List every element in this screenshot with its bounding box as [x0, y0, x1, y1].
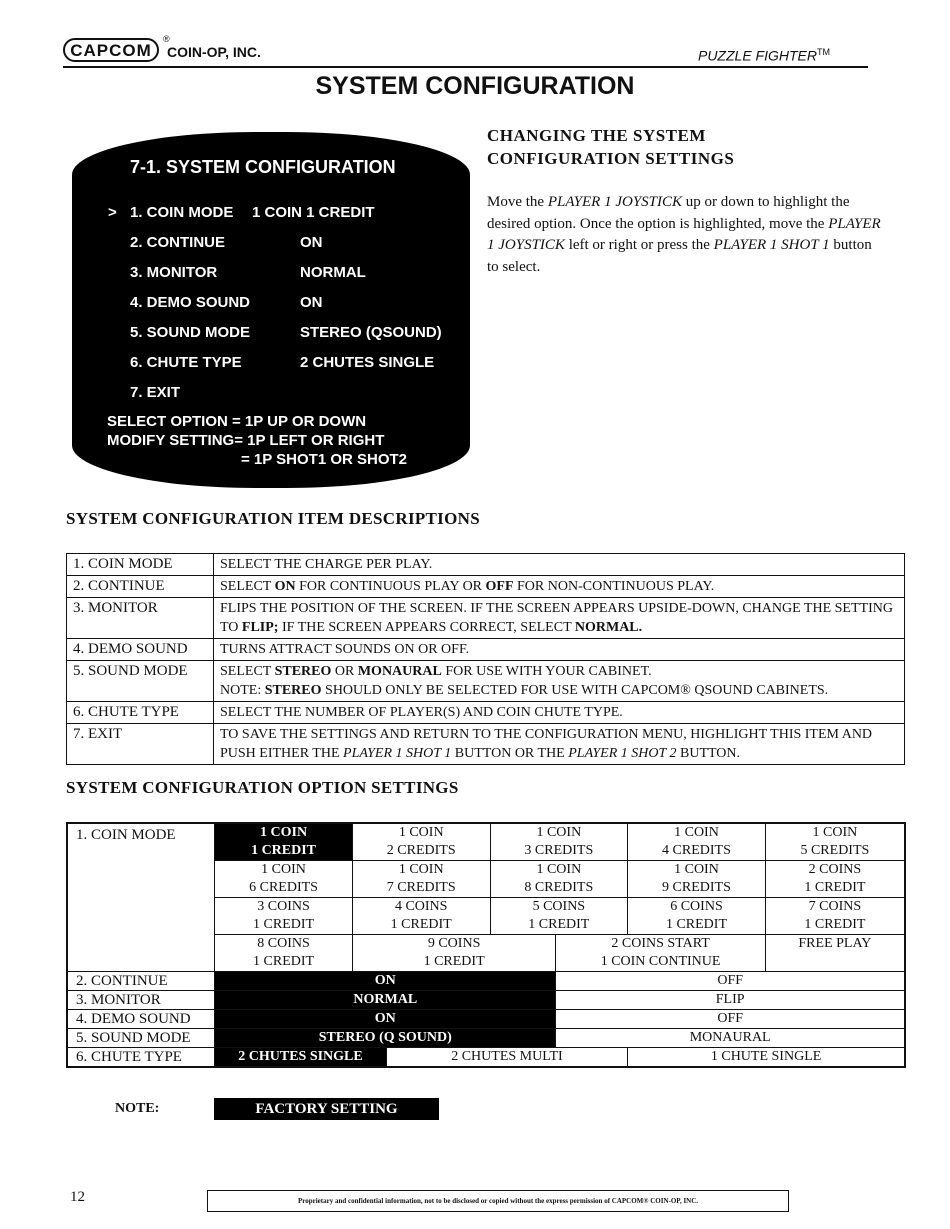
- option-cell: [215, 861, 353, 898]
- text-run: BUTTON OR THE: [451, 746, 569, 761]
- text-run: FOR CONTINUOUS PLAY OR: [295, 579, 486, 594]
- options-table: [66, 822, 906, 1068]
- row-label: 7. EXIT: [67, 724, 214, 765]
- cell-line: 1 COIN CONTINUE: [600, 954, 721, 969]
- cell-line: 7 COINS: [808, 899, 862, 914]
- table-row: [67, 1029, 905, 1048]
- changing-heading-line1: CHANGING THE SYSTEM: [487, 126, 706, 145]
- cell-line: 1 CREDIT: [804, 880, 866, 895]
- option-cell: OFF: [556, 1010, 905, 1029]
- menu-item-label: 4. DEMO SOUND: [130, 294, 251, 311]
- menu-item-label: 7. EXIT: [130, 384, 181, 401]
- option-label: 1. COIN MODE: [67, 823, 215, 972]
- screen-help: [107, 412, 407, 469]
- option-cell: [628, 861, 766, 898]
- cell-line: 3 CREDITS: [524, 843, 594, 858]
- option-cell: [556, 935, 765, 972]
- option-cell-factory: ON: [215, 972, 556, 991]
- text-run-italic: PLAYER 1 SHOT 1: [343, 746, 452, 761]
- descriptions-heading: SYSTEM CONFIGURATION ITEM DESCRIPTIONS: [66, 509, 480, 528]
- text-run: button to select.: [487, 237, 872, 275]
- row-label: 3. MONITOR: [67, 598, 214, 639]
- text-run-bold: NORMAL.: [574, 620, 643, 635]
- option-cell: [352, 861, 490, 898]
- text-run: TO SAVE THE SETTINGS AND RETURN TO THE CONFIGURATION MENU, HIGHLIGHT THIS ITEM AND PUSH EITHER THE: [220, 727, 873, 761]
- text-run: NOTE:: [220, 683, 265, 698]
- factory-setting-legend: FACTORY SETTING: [214, 1098, 439, 1120]
- option-cell: [490, 898, 628, 935]
- capcom-logo: CAPCOM: [63, 38, 159, 62]
- cell-line: 3 COINS: [257, 899, 310, 914]
- option-cell: [215, 898, 353, 935]
- page-number: 12: [70, 1189, 85, 1205]
- text-run-bold: STEREO: [264, 683, 322, 698]
- cell-line: 8 CREDITS: [524, 880, 594, 895]
- company-name: COIN-OP, INC.: [167, 44, 261, 60]
- table-row: [67, 1048, 905, 1068]
- cell-line: 1 COIN: [812, 825, 858, 840]
- cell-line: 1 CREDIT: [423, 954, 485, 969]
- text-run: IF THE SCREEN APPEARS CORRECT, SELECT: [278, 620, 575, 635]
- table-row: [67, 576, 905, 598]
- menu-item-value: ON: [300, 294, 323, 311]
- menu-item-label: 6. CHUTE TYPE: [130, 354, 242, 371]
- registered-mark: ®: [163, 34, 170, 44]
- cell-line: 1 CREDIT: [804, 917, 866, 932]
- cell-line: 1 CREDIT: [528, 917, 590, 932]
- text-run: SELECT: [220, 579, 275, 594]
- option-label: 3. MONITOR: [67, 991, 215, 1010]
- table-row: [67, 661, 905, 702]
- cell-line: 1 COIN: [260, 825, 308, 840]
- row-label: 6. CHUTE TYPE: [67, 702, 214, 724]
- option-cell: [215, 935, 353, 972]
- table-row: [67, 823, 905, 861]
- cell-line: 1 CREDIT: [253, 954, 315, 969]
- changing-instructions: [487, 192, 882, 278]
- cell-line: 5 CREDITS: [800, 843, 870, 858]
- option-cell: OFF: [556, 972, 905, 991]
- row-description: [214, 661, 905, 702]
- cell-line: 1 COIN: [536, 825, 582, 840]
- option-cell-factory: [215, 823, 353, 861]
- descriptions-table: [66, 553, 905, 765]
- system-config-screen: [72, 132, 470, 488]
- row-label: 4. DEMO SOUND: [67, 639, 214, 661]
- cell-line: 1 COIN: [398, 862, 444, 877]
- text-run: FOR USE WITH YOUR CABINET.: [441, 664, 652, 679]
- text-run-bold: OFF: [485, 579, 514, 594]
- option-label: 4. DEMO SOUND: [67, 1010, 215, 1029]
- row-description: SELECT THE CHARGE PER PLAY.: [214, 554, 905, 576]
- cell-line: 4 COINS: [394, 899, 448, 914]
- option-cell-factory: ON: [215, 1010, 556, 1029]
- text-run: BUTTON.: [676, 746, 741, 761]
- table-row: [67, 1010, 905, 1029]
- option-cell: [765, 935, 905, 972]
- option-cell: [765, 861, 905, 898]
- help-line-modify: MODIFY SETTING= 1P LEFT OR RIGHT: [107, 432, 385, 449]
- row-label: 2. CONTINUE: [67, 576, 214, 598]
- text-run: FLIPS THE POSITION OF THE SCREEN. IF THE SCREEN APPEARS UPSIDE-DOWN, CHANGE THE SETTING TO: [220, 601, 893, 635]
- cell-line: 9 CREDITS: [662, 880, 731, 895]
- text-run-italic: PLAYER 1 SHOT 2: [568, 746, 677, 761]
- text-run-italic: PLAYER 1 JOYSTICK: [547, 194, 683, 210]
- cell-line: 2 COINS: [808, 862, 862, 877]
- cell-line: 1 COIN: [536, 862, 582, 877]
- row-description: TURNS ATTRACT SOUNDS ON OR OFF.: [214, 639, 905, 661]
- table-row: [67, 724, 905, 765]
- text-run: FOR NON-CONTINUOUS PLAY.: [513, 579, 715, 594]
- text-run-italic: PLAYER 1 SHOT 1: [713, 237, 830, 253]
- option-label: 2. CONTINUE: [67, 972, 215, 991]
- cell-line: 1 COIN: [674, 862, 719, 877]
- table-row: [67, 702, 905, 724]
- text-run-bold: MONAURAL: [357, 664, 442, 679]
- page-title: SYSTEM CONFIGURATION: [315, 72, 635, 100]
- text-run: Move the: [487, 194, 548, 210]
- options-heading: SYSTEM CONFIGURATION OPTION SETTINGS: [66, 778, 459, 797]
- menu-item-label: 1. COIN MODE: [130, 204, 234, 221]
- text-run: OR: [331, 664, 358, 679]
- sound-mode-line1: [220, 662, 898, 681]
- row-description: [214, 576, 905, 598]
- option-cell-factory: 2 CHUTES SINGLE: [215, 1048, 387, 1068]
- cell-line: 5 COINS: [532, 899, 586, 914]
- cell-line: 2 CREDITS: [386, 843, 456, 858]
- option-cell-factory: STEREO (Q SOUND): [215, 1029, 556, 1048]
- cursor-icon: >: [108, 204, 117, 221]
- page-header: [63, 36, 868, 68]
- menu-item-value: STEREO (QSOUND): [300, 324, 442, 341]
- cell-line: FREE PLAY: [798, 936, 872, 951]
- option-cell: [765, 898, 905, 935]
- cell-line: 2 COINS START: [611, 936, 710, 951]
- menu-item-value: 2 CHUTES SINGLE: [300, 354, 435, 371]
- row-description: [214, 598, 905, 639]
- option-cell: [490, 861, 628, 898]
- text-run-italic: PLAYER 1 JOYSTICK: [487, 215, 881, 253]
- cell-line: 1 CREDIT: [251, 843, 317, 858]
- cell-line: 4 CREDITS: [662, 843, 731, 858]
- row-description: SELECT THE NUMBER OF PLAYER(S) AND COIN CHUTE TYPE.: [214, 702, 905, 724]
- note-label: NOTE:: [115, 1101, 160, 1116]
- screen-title: 7-1. SYSTEM CONFIGURATION: [130, 157, 396, 177]
- text-run-bold: FLIP;: [241, 620, 279, 635]
- option-cell: [628, 823, 766, 861]
- option-cell: [352, 935, 555, 972]
- menu-item-label: 2. CONTINUE: [130, 234, 226, 251]
- help-line-shot: = 1P SHOT1 OR SHOT2: [241, 451, 408, 468]
- cell-line: 1 COIN: [674, 825, 719, 840]
- cell-line: 1 COIN: [261, 862, 306, 877]
- menu-item-label: 5. SOUND MODE: [130, 324, 251, 341]
- confidentiality-notice: Proprietary and confidential information, not to be disclosed or copied without the express permission of CAPCOM® COIN-OP, INC.: [207, 1190, 789, 1212]
- cell-line: 1 CREDIT: [390, 917, 452, 932]
- table-row: [67, 639, 905, 661]
- text-run: left or right or press the: [564, 237, 714, 253]
- menu-item-value: ON: [300, 234, 323, 251]
- text-run-bold: STEREO: [274, 664, 332, 679]
- text-run: SELECT: [220, 664, 275, 679]
- table-row: [67, 972, 905, 991]
- option-cell: [352, 898, 490, 935]
- game-title-text: PUZZLE FIGHTER: [697, 47, 817, 64]
- option-cell: [628, 898, 766, 935]
- cell-line: 1 CREDIT: [253, 917, 315, 932]
- help-line-select: SELECT OPTION = 1P UP OR DOWN: [107, 413, 367, 430]
- menu-item-label: 3. MONITOR: [130, 264, 218, 281]
- sound-mode-note: [220, 681, 898, 700]
- option-cell: [490, 823, 628, 861]
- cell-line: 6 COINS: [670, 899, 723, 914]
- changing-heading-line2: CONFIGURATION SETTINGS: [487, 149, 735, 168]
- table-row: [67, 991, 905, 1010]
- menu-item-value: NORMAL: [300, 264, 366, 281]
- game-title: [698, 47, 830, 64]
- cell-line: 7 CREDITS: [386, 880, 456, 895]
- menu-item-value: 1 COIN 1 CREDIT: [252, 204, 375, 221]
- option-label: 6. CHUTE TYPE: [67, 1048, 215, 1068]
- row-description: [214, 724, 905, 765]
- option-cell: [765, 823, 905, 861]
- table-row: [67, 598, 905, 639]
- option-label: 5. SOUND MODE: [67, 1029, 215, 1048]
- option-cell: [352, 823, 490, 861]
- cell-line: 1 COIN: [398, 825, 444, 840]
- text-run: SHOULD ONLY BE SELECTED FOR USE WITH CAPCOM® QSOUND CABINETS.: [321, 683, 829, 698]
- cell-line: 1 CREDIT: [665, 917, 727, 932]
- changing-heading: [487, 124, 734, 170]
- cell-line: 9 COINS: [427, 936, 481, 951]
- row-label: 5. SOUND MODE: [67, 661, 214, 702]
- option-cell: 1 CHUTE SINGLE: [628, 1048, 905, 1068]
- option-cell: FLIP: [556, 991, 905, 1010]
- cell-line: 8 COINS: [257, 936, 310, 951]
- option-cell: MONAURAL: [556, 1029, 905, 1048]
- row-label: 1. COIN MODE: [67, 554, 214, 576]
- table-row: [67, 554, 905, 576]
- cell-line: 6 CREDITS: [249, 880, 318, 895]
- text-run-bold: ON: [274, 579, 296, 594]
- trademark-mark: TM: [817, 47, 830, 57]
- option-cell-factory: NORMAL: [215, 991, 556, 1010]
- text-run: up or down to highlight the desired option. Once the option is highlighted, move the: [487, 194, 850, 232]
- option-cell: 2 CHUTES MULTI: [386, 1048, 627, 1068]
